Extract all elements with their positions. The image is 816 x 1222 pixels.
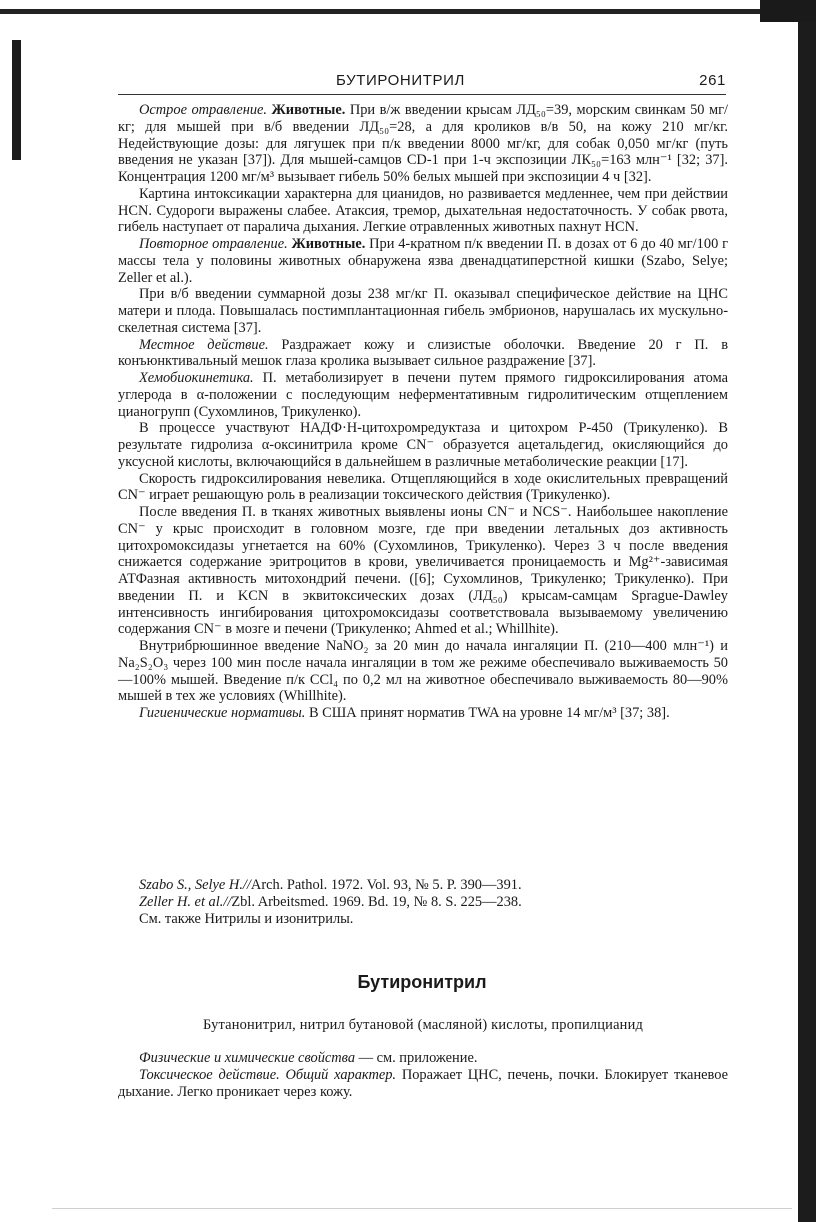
paragraph-text: — см. приложение. — [358, 1050, 478, 1066]
paragraph-hygiene-norms — [118, 705, 728, 722]
section-label: Повторное отравление. — [139, 236, 288, 252]
section-label: Гигиенические нормативы. — [139, 705, 306, 721]
paragraph-toxic-action — [118, 1067, 728, 1101]
paragraph-text: П. метаболизирует в печени путем прямого гидроксилирования атома углерода в α-положении с последующим неферментативным гидролитическим отщеплением цианогрупп (Сухомлинов, Трикуленко). — [118, 370, 728, 420]
paragraph-text: Картина интоксикации характерна для цианидов, но развивается медленнее, чем при действии HCN. Судороги выражены слабее. Атаксия, тремор, дыхательная недостаточность. У собак рвота, гибель наступает от паралича дыхания. Легкие отравленных животных пахнут HCN. — [118, 185, 728, 236]
subsection-label: Животные. — [271, 102, 346, 118]
paragraph-hydroxylation — [118, 471, 728, 505]
paragraph-acute-poisoning — [118, 102, 728, 186]
reference-item — [118, 877, 728, 894]
reference-item — [118, 894, 728, 911]
reference-source: Zbl. Arbeitsmed. 1969. Bd. 19, № 8. S. 225—238. — [231, 894, 522, 910]
paragraph-text: При в/б введении суммарной дозы 238 мг/кг П. оказывал специфическое действие на ЦНС матери и плода. Повышалась постимплантационная гибель эмбрионов, нарушалась их мускульно-скелетная система [37]. — [118, 286, 728, 336]
scan-top-margin — [0, 0, 816, 14]
references — [118, 877, 728, 928]
scan-left-mark — [12, 40, 21, 160]
paragraph-text: После введения П. в тканях животных выявлены ионы CN⁻ и NCS⁻. Наибольшее накопление CN⁻ у крыс происходит в головном мозге, где при введении летальных доз активность цитохромоксидазы угнетается на 60% (Сухомлинов, Трикуленко). Через 3 ч после введения снижается содержание эритроцитов в крови, увеличивается проницаемость и Mg²⁺-зависимая АТФазная активность митохондрий печени. ([6]; Сухомлинов, Трикуленко; Трикуленко). При введении П. и KCN в эквитоксических дозах (ЛД₅₀) крысам-самцам Sprague-Dawley интенсивность ингибирования цитохромоксидазы соответствовала вызываемому увеличению содержания CN⁻ в мозге и печени (Трикуленко; Ahmed et al.; Whillhite). — [118, 504, 728, 638]
paragraph-enzymes — [118, 420, 728, 470]
section-synonyms: Бутанонитрил, нитрил бутановой (масляной) кислоты, пропилцианид — [202, 1017, 643, 1033]
section-label: Хемобиокинетика. — [139, 370, 254, 386]
paragraph-text: В процессе участвуют НАДФ·Н-цитохромредуктаза и цитохром Р-450 (Трикуленко). В результате гидролиза α-оксинитрила кроме CN⁻ образуется ацетальдегид, окисляющийся до уксусной кислоты, включающийся в дальнейшем в различные метаболические реакции [17]. — [118, 420, 728, 470]
paragraph-cns-effect — [118, 286, 728, 336]
section-title: Бутиронитрил — [357, 972, 487, 992]
paragraph-text: Скорость гидроксилирования невелика. Отщепляющийся в ходе окислительных превращений CN⁻ играет решающую роль в реализации токсического действия (Трикуленко). — [118, 470, 728, 504]
see-also: См. также Нитрилы и изонитрилы. — [139, 911, 354, 927]
running-title: БУТИРОНИТРИЛ — [336, 72, 465, 89]
paragraph-text: Внутрибрюшинное введение NaNO₂ за 20 мин до начала ингаляции П. (210—400 млн⁻¹) и Na₂S₂O₃ через 100 мин после начала ингаляции в том же режиме обеспечивало выживаемость 50—100% мышей. Введение п/к CCl₄ по 0,2 мл на животное обеспечивало выживаемость 80—90% мышей в тех же условиях (Whillhite). — [118, 638, 728, 705]
paragraph-text: При 4-кратном п/к введении П. в дозах от 6 до 40 мг/100 г массы тела у половины животных обнаружена язва двенадцатиперстной кишки (Szabo, Selye; Zeller et al.). — [118, 236, 728, 286]
paragraph-intoxication — [118, 186, 728, 236]
scan-corner-block — [760, 0, 816, 22]
paragraph-text: В США принят норматив TWA на уровне 14 мг/м³ [37; 38]. — [308, 705, 670, 721]
section-body — [118, 1050, 728, 1101]
section-label: Острое отравление. — [139, 102, 268, 118]
scan-top-bar — [0, 9, 760, 14]
paragraph-tissue-ions — [118, 504, 728, 638]
paragraph-repeated-poisoning — [118, 236, 728, 286]
paragraph-text: При в/ж введении крысам ЛД₅₀=39, морским свинкам 50 мг/кг; для мышей при в/б введении ЛД₅₀=28, а для кроликов в/в 50, на кожу 210 мг/кг. Недействующие дозы: для лягушек при п/к введении 8000 мг/кг, для собак 0,050 мг/кг (путь введения не указан [37]). Для мышей-самцов CD-1 при 1-ч экспозиции ЛК₅₀=163 млн⁻¹ [32; 37]. Концентрация 1200 мг/м³ вызывает гибель 50% белых мышей при экспозиции 4 ч [32]. — [118, 102, 728, 185]
reference-authors: Szabo S., Selye H.// — [139, 877, 251, 893]
subsection-label: Животные. — [291, 236, 366, 252]
paragraph-local-action — [118, 337, 728, 371]
section-label: Местное действие. — [139, 336, 269, 353]
header-rule — [118, 94, 726, 95]
reference-source: Arch. Pathol. 1972. Vol. 93, № 5. P. 390—391. — [250, 877, 522, 893]
page-header — [118, 70, 726, 92]
page-number: 261 — [699, 72, 726, 89]
paragraph-text: Раздражает кожу и слизистые оболочки. Введение 20 г П. в конъюнктивальный мешок глаза кролика вызывает сильное раздражение [37]. — [118, 336, 728, 370]
article-body — [118, 102, 728, 722]
section-label: Физические и химические свойства — [139, 1050, 356, 1066]
reference-authors: Zeller H. et al.// — [139, 894, 232, 910]
paragraph-text: Поражает ЦНС, печень, почки. Блокирует тканевое дыхание. Легко проникает через кожу. — [118, 1067, 728, 1100]
paragraph-chemobiokinetics — [118, 370, 728, 420]
scan-bottom-line — [52, 1208, 792, 1209]
paragraph-antidotes — [118, 638, 728, 705]
paragraph-properties — [118, 1050, 728, 1067]
section-label: Токсическое действие. Общий характер. — [139, 1067, 397, 1083]
scan-right-edge — [798, 22, 816, 1222]
